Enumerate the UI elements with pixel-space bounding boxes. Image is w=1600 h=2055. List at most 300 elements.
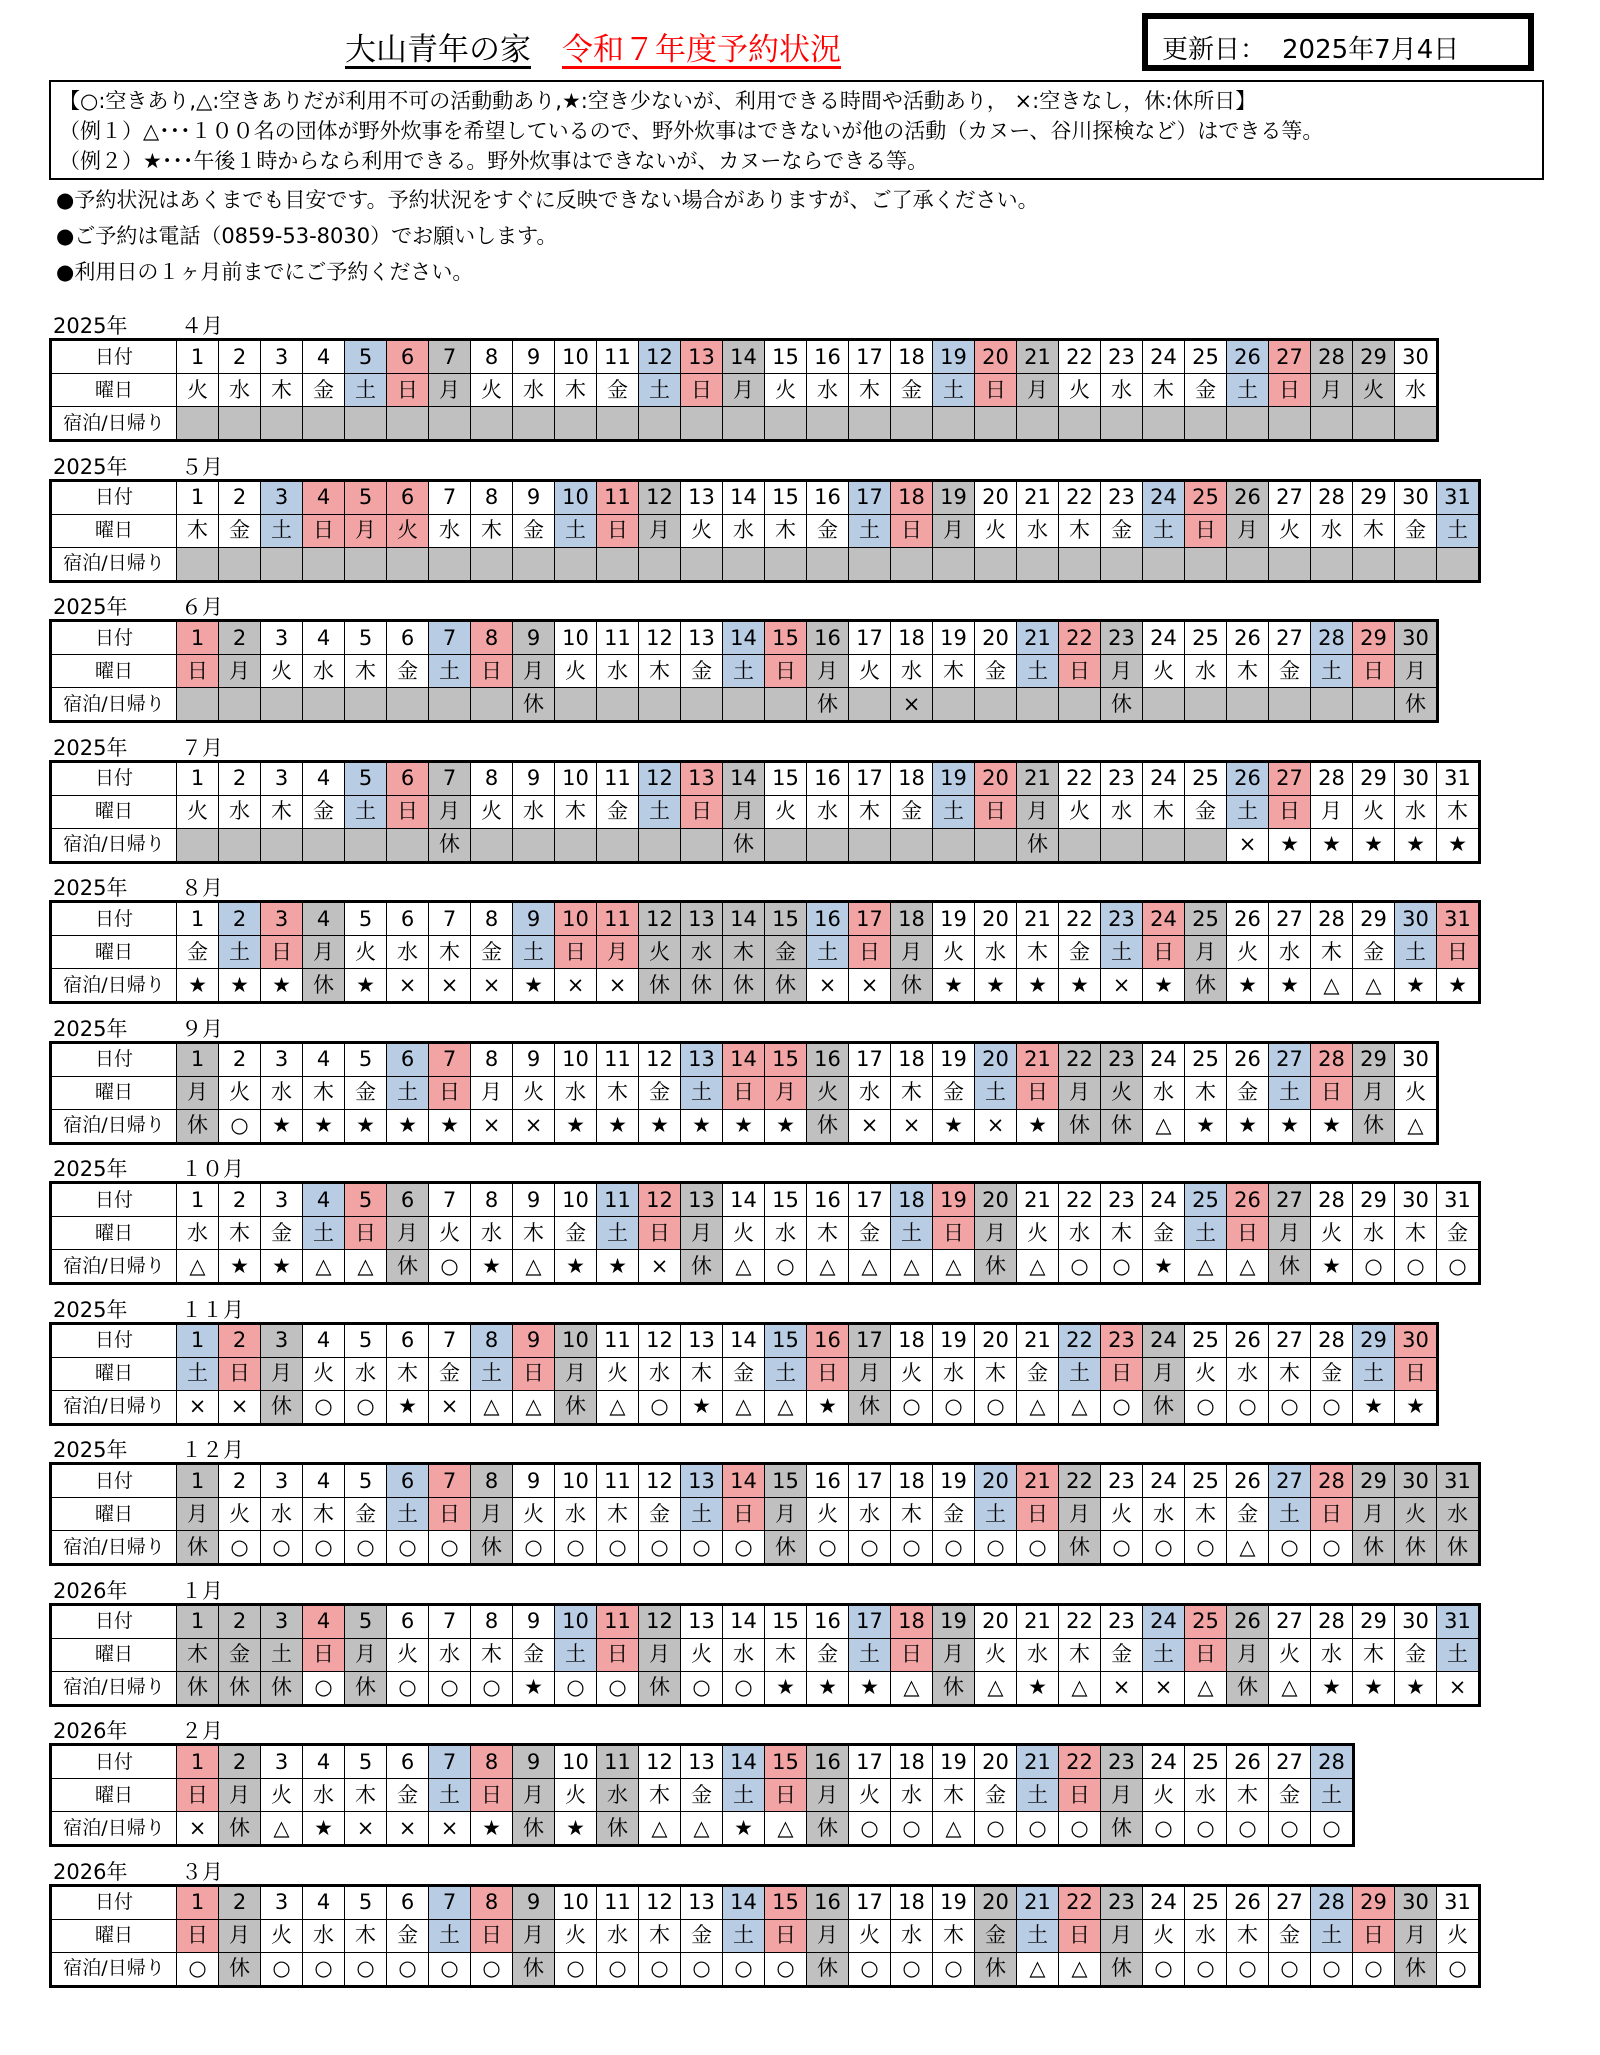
row-label: 日付 — [51, 1042, 177, 1076]
date-cell: 22 — [1059, 1745, 1101, 1779]
status-cell: ○ — [471, 1671, 513, 1705]
weekday-cell: 水 — [723, 514, 765, 547]
date-cell: 1 — [177, 1323, 219, 1357]
weekday-cell: 金 — [597, 374, 639, 407]
weekday-cell: 金 — [1017, 1357, 1059, 1390]
status-cell: 休 — [681, 1250, 723, 1284]
status-cell: ○ — [849, 1812, 891, 1846]
weekday-cell: 土 — [387, 1076, 429, 1109]
status-cell: ★ — [429, 1109, 471, 1143]
date-cell: 14 — [723, 340, 765, 374]
status-cell: ○ — [723, 1952, 765, 1986]
status-cell: ★ — [261, 969, 303, 1003]
weekday-cell: 火 — [1143, 1779, 1185, 1812]
row-label: 曜日 — [51, 1217, 177, 1250]
weekday-cell: 木 — [807, 1217, 849, 1250]
date-cell: 17 — [849, 1604, 891, 1638]
status-cell: × — [807, 969, 849, 1003]
date-cell: 11 — [597, 1042, 639, 1076]
date-cell: 21 — [1017, 1042, 1059, 1076]
status-cell: △ — [1017, 1250, 1059, 1284]
weekday-cell: 日 — [1059, 1919, 1101, 1952]
row-label: 宿泊/日帰り — [51, 828, 177, 862]
weekday-cell: 木 — [345, 655, 387, 688]
weekday-cell: 日 — [1395, 1357, 1438, 1390]
status-cell — [1227, 407, 1269, 441]
weekday-cell: 月 — [471, 1076, 513, 1109]
weekday-cell: 土 — [1437, 514, 1480, 547]
date-cell: 12 — [639, 1604, 681, 1638]
weekday-cell: 日 — [1353, 655, 1395, 688]
status-cell: ○ — [1227, 1952, 1269, 1986]
status-cell: × — [177, 1390, 219, 1424]
date-cell: 5 — [345, 1464, 387, 1498]
status-cell: ★ — [303, 1812, 345, 1846]
weekday-cell: 土 — [1269, 1076, 1311, 1109]
weekday-cell: 水 — [681, 936, 723, 969]
status-cell: ○ — [1227, 1812, 1269, 1846]
date-cell: 21 — [1017, 761, 1059, 795]
status-cell: ○ — [639, 1390, 681, 1424]
status-cell: ★ — [1269, 828, 1311, 862]
status-cell — [345, 547, 387, 581]
status-cell — [219, 407, 261, 441]
date-cell: 9 — [513, 1183, 555, 1217]
weekday-cell: 火 — [219, 1498, 261, 1531]
status-cell: ★ — [1227, 1109, 1269, 1143]
date-cell: 11 — [597, 1604, 639, 1638]
month-name: ６月 — [181, 595, 223, 619]
status-cell: △ — [177, 1250, 219, 1284]
weekday-cell: 木 — [1353, 1638, 1395, 1671]
weekday-cell: 金 — [681, 655, 723, 688]
status-cell: ★ — [471, 1250, 513, 1284]
status-cell: △ — [639, 1812, 681, 1846]
status-cell — [177, 547, 219, 581]
status-cell: × — [177, 1812, 219, 1846]
weekday-cell: 金 — [177, 936, 219, 969]
date-cell: 12 — [639, 1323, 681, 1357]
status-row — [51, 1390, 1438, 1424]
weekday-cell: 金 — [1185, 795, 1227, 828]
weekday-cell: 木 — [471, 1638, 513, 1671]
weekday-cell: 木 — [597, 1076, 639, 1109]
weekday-cell: 木 — [1059, 514, 1101, 547]
status-cell: ○ — [891, 1390, 933, 1424]
date-cell: 8 — [471, 1604, 513, 1638]
date-cell: 25 — [1185, 1885, 1227, 1919]
date-cell: 6 — [387, 480, 429, 514]
date-cell: 27 — [1269, 902, 1311, 936]
month-label — [53, 1856, 223, 1886]
status-cell — [597, 407, 639, 441]
status-cell — [555, 828, 597, 862]
status-cell — [429, 407, 471, 441]
weekday-cell: 金 — [1227, 1498, 1269, 1531]
date-cell: 22 — [1059, 1323, 1101, 1357]
weekday-cell: 金 — [807, 514, 849, 547]
date-cell: 28 — [1311, 1885, 1353, 1919]
date-cell: 10 — [555, 1745, 597, 1779]
status-cell: × — [513, 1109, 555, 1143]
weekday-cell: 日 — [555, 936, 597, 969]
month-year: 2025年 — [53, 454, 128, 479]
date-cell: 18 — [891, 1042, 933, 1076]
weekday-cell: 日 — [303, 514, 345, 547]
date-cell: 18 — [891, 340, 933, 374]
date-cell: 10 — [555, 1042, 597, 1076]
weekday-cell: 月 — [219, 1779, 261, 1812]
status-cell: × — [849, 1109, 891, 1143]
weekday-cell: 金 — [1101, 514, 1143, 547]
status-cell — [177, 688, 219, 722]
status-cell: ★ — [1353, 1390, 1395, 1424]
weekday-cell: 木 — [891, 1498, 933, 1531]
status-cell — [1059, 547, 1101, 581]
status-cell: ○ — [723, 1671, 765, 1705]
status-cell: 休 — [597, 1812, 639, 1846]
date-cell: 29 — [1353, 1183, 1395, 1217]
date-cell: 15 — [765, 902, 807, 936]
status-cell — [723, 688, 765, 722]
weekday-cell: 火 — [807, 1076, 849, 1109]
weekday-cell: 水 — [555, 1498, 597, 1531]
date-cell: 27 — [1269, 480, 1311, 514]
month-label — [53, 732, 223, 762]
weekday-cell: 土 — [1269, 1498, 1311, 1531]
date-cell: 24 — [1143, 1183, 1185, 1217]
date-cell: 8 — [471, 1745, 513, 1779]
date-cell: 19 — [933, 1745, 975, 1779]
status-cell: × — [1101, 969, 1143, 1003]
status-cell: ○ — [975, 1812, 1017, 1846]
date-cell: 17 — [849, 621, 891, 655]
status-cell: ★ — [219, 969, 261, 1003]
weekday-cell: 日 — [177, 1779, 219, 1812]
weekday-cell: 火 — [1143, 655, 1185, 688]
date-cell: 28 — [1311, 1183, 1353, 1217]
weekday-cell: 月 — [807, 1919, 849, 1952]
date-cell: 9 — [513, 1042, 555, 1076]
date-cell: 9 — [513, 621, 555, 655]
weekday-cell: 木 — [219, 1217, 261, 1250]
date-cell: 10 — [555, 761, 597, 795]
status-cell: 休 — [513, 688, 555, 722]
weekday-cell: 金 — [1269, 1919, 1311, 1952]
status-cell: 休 — [219, 1671, 261, 1705]
date-cell: 3 — [261, 1885, 303, 1919]
weekday-cell: 月 — [555, 1357, 597, 1390]
status-cell: 休 — [1101, 1952, 1143, 1986]
date-cell: 13 — [681, 761, 723, 795]
weekday-cell: 土 — [681, 1498, 723, 1531]
status-cell: ★ — [597, 1109, 639, 1143]
date-cell: 6 — [387, 340, 429, 374]
status-cell: × — [1101, 1671, 1143, 1705]
status-cell — [219, 688, 261, 722]
status-cell: 休 — [513, 1952, 555, 1986]
status-cell: 休 — [1059, 1109, 1101, 1143]
status-cell — [1269, 547, 1311, 581]
weekday-row — [51, 936, 1480, 969]
weekday-cell: 日 — [261, 936, 303, 969]
date-cell: 31 — [1437, 1885, 1480, 1919]
date-cell: 15 — [765, 1464, 807, 1498]
weekday-cell: 土 — [1437, 1638, 1480, 1671]
date-cell: 20 — [975, 340, 1017, 374]
weekday-cell: 木 — [471, 514, 513, 547]
status-cell: ★ — [555, 1109, 597, 1143]
status-cell: ★ — [513, 1671, 555, 1705]
date-cell: 24 — [1143, 340, 1185, 374]
status-cell — [303, 828, 345, 862]
status-cell — [1185, 547, 1227, 581]
date-cell: 15 — [765, 1183, 807, 1217]
date-cell: 2 — [219, 1464, 261, 1498]
weekday-cell: 土 — [681, 1076, 723, 1109]
date-cell: 24 — [1143, 1604, 1185, 1638]
date-cell: 18 — [891, 1885, 933, 1919]
weekday-cell: 月 — [1017, 374, 1059, 407]
weekday-cell: 日 — [387, 374, 429, 407]
status-cell — [681, 547, 723, 581]
weekday-cell: 月 — [513, 1779, 555, 1812]
date-cell: 1 — [177, 1042, 219, 1076]
date-cell: 18 — [891, 761, 933, 795]
status-cell: ★ — [597, 1250, 639, 1284]
weekday-cell: 火 — [219, 1076, 261, 1109]
month-name: ７月 — [181, 735, 223, 760]
weekday-cell: 金 — [1311, 1357, 1353, 1390]
weekday-cell: 水 — [891, 1919, 933, 1952]
date-cell: 4 — [303, 621, 345, 655]
status-cell: ★ — [261, 1109, 303, 1143]
status-cell: ○ — [303, 1671, 345, 1705]
date-cell: 30 — [1395, 1885, 1437, 1919]
weekday-cell: 水 — [1101, 374, 1143, 407]
weekday-cell: 土 — [1185, 1217, 1227, 1250]
date-cell: 20 — [975, 1604, 1017, 1638]
date-cell: 3 — [261, 340, 303, 374]
status-cell: ○ — [597, 1671, 639, 1705]
weekday-cell: 火 — [765, 795, 807, 828]
weekday-cell: 土 — [975, 1498, 1017, 1531]
weekday-cell: 火 — [261, 1779, 303, 1812]
date-cell: 12 — [639, 480, 681, 514]
weekday-cell: 火 — [177, 795, 219, 828]
row-label: 日付 — [51, 480, 177, 514]
month-label — [53, 591, 223, 621]
date-cell: 12 — [639, 1885, 681, 1919]
status-cell: × — [219, 1390, 261, 1424]
month-name: １月 — [181, 1578, 223, 1603]
status-cell: 休 — [1269, 1250, 1311, 1284]
date-cell: 16 — [807, 1604, 849, 1638]
weekday-cell: 木 — [849, 374, 891, 407]
date-cell: 17 — [849, 902, 891, 936]
status-cell — [849, 547, 891, 581]
month-year: 2026年 — [53, 1578, 128, 1603]
weekday-cell: 月 — [723, 374, 765, 407]
weekday-cell: 土 — [1017, 655, 1059, 688]
status-cell — [639, 407, 681, 441]
weekday-cell: 木 — [597, 1498, 639, 1531]
status-cell: × — [975, 1109, 1017, 1143]
status-cell: ○ — [345, 1390, 387, 1424]
month-label — [53, 451, 223, 481]
status-cell: 休 — [513, 1812, 555, 1846]
date-cell: 19 — [933, 1183, 975, 1217]
status-cell — [303, 547, 345, 581]
status-cell: ○ — [219, 1531, 261, 1565]
status-cell: ○ — [1269, 1812, 1311, 1846]
weekday-cell: 木 — [555, 795, 597, 828]
weekday-cell: 土 — [933, 374, 975, 407]
weekday-cell: 木 — [933, 655, 975, 688]
date-cell: 29 — [1353, 1885, 1395, 1919]
status-cell: ○ — [1311, 1952, 1353, 1986]
weekday-row — [51, 795, 1480, 828]
weekday-cell: 土 — [1227, 374, 1269, 407]
weekday-cell: 土 — [345, 795, 387, 828]
status-cell: 休 — [1353, 1109, 1395, 1143]
date-cell: 29 — [1353, 340, 1395, 374]
date-cell: 25 — [1185, 761, 1227, 795]
weekday-cell: 火 — [1311, 1217, 1353, 1250]
status-cell: × — [471, 969, 513, 1003]
status-cell — [975, 688, 1017, 722]
date-cell: 14 — [723, 621, 765, 655]
weekday-cell: 土 — [219, 936, 261, 969]
status-cell: ○ — [597, 1952, 639, 1986]
date-cell: 13 — [681, 902, 723, 936]
status-cell — [1143, 407, 1185, 441]
weekday-cell: 金 — [1269, 1779, 1311, 1812]
weekday-cell: 木 — [1143, 374, 1185, 407]
weekday-cell: 月 — [1227, 514, 1269, 547]
date-cell: 30 — [1395, 621, 1438, 655]
update-label: 更新日： — [1162, 35, 1267, 65]
weekday-cell: 火 — [1185, 1357, 1227, 1390]
date-cell: 8 — [471, 761, 513, 795]
status-cell: ★ — [849, 1671, 891, 1705]
weekday-cell: 金 — [849, 1217, 891, 1250]
date-cell: 1 — [177, 340, 219, 374]
status-cell — [891, 828, 933, 862]
status-cell: ○ — [429, 1250, 471, 1284]
date-cell: 26 — [1227, 902, 1269, 936]
date-cell: 31 — [1437, 1183, 1480, 1217]
date-cell: 2 — [219, 621, 261, 655]
weekday-cell: 土 — [429, 1919, 471, 1952]
weekday-cell: 火 — [1101, 1076, 1143, 1109]
status-cell — [933, 407, 975, 441]
weekday-cell: 水 — [387, 936, 429, 969]
date-row — [51, 1604, 1480, 1638]
row-label: 宿泊/日帰り — [51, 1250, 177, 1284]
weekday-cell: 日 — [177, 1919, 219, 1952]
weekday-cell: 日 — [891, 1638, 933, 1671]
weekday-cell: 水 — [513, 374, 555, 407]
weekday-cell: 月 — [723, 795, 765, 828]
date-cell: 24 — [1143, 621, 1185, 655]
status-cell: △ — [1185, 1671, 1227, 1705]
weekday-cell: 月 — [1269, 1217, 1311, 1250]
status-cell: 休 — [1437, 1531, 1480, 1565]
weekday-cell: 木 — [555, 374, 597, 407]
status-cell: ○ — [1185, 1390, 1227, 1424]
weekday-cell: 金 — [891, 795, 933, 828]
row-label: 曜日 — [51, 1638, 177, 1671]
status-cell: ★ — [639, 1109, 681, 1143]
row-label: 宿泊/日帰り — [51, 407, 177, 441]
date-cell: 22 — [1059, 1604, 1101, 1638]
weekday-cell: 火 — [1059, 795, 1101, 828]
status-cell: ○ — [681, 1952, 723, 1986]
date-cell: 14 — [723, 1183, 765, 1217]
weekday-cell: 日 — [1143, 936, 1185, 969]
date-cell: 21 — [1017, 1464, 1059, 1498]
weekday-cell: 月 — [345, 514, 387, 547]
status-cell — [1143, 688, 1185, 722]
status-cell — [807, 547, 849, 581]
weekday-cell: 日 — [975, 374, 1017, 407]
status-cell: 休 — [765, 969, 807, 1003]
date-cell: 14 — [723, 1885, 765, 1919]
status-cell — [1017, 547, 1059, 581]
weekday-cell: 木 — [1227, 655, 1269, 688]
date-cell: 27 — [1269, 621, 1311, 655]
date-cell: 28 — [1311, 1745, 1354, 1779]
status-cell: 休 — [1101, 688, 1143, 722]
weekday-cell: 木 — [1269, 1357, 1311, 1390]
status-cell: ○ — [1017, 1531, 1059, 1565]
date-cell: 16 — [807, 340, 849, 374]
date-cell: 19 — [933, 480, 975, 514]
status-cell: ○ — [597, 1531, 639, 1565]
weekday-cell: 土 — [471, 1357, 513, 1390]
date-row — [51, 902, 1480, 936]
date-cell: 23 — [1101, 1464, 1143, 1498]
month-name: １２月 — [181, 1438, 244, 1462]
weekday-cell: 土 — [891, 1217, 933, 1250]
weekday-cell: 金 — [933, 1076, 975, 1109]
status-cell: ○ — [1101, 1531, 1143, 1565]
date-cell: 22 — [1059, 621, 1101, 655]
date-cell: 27 — [1269, 1323, 1311, 1357]
date-cell: 16 — [807, 621, 849, 655]
status-cell: 休 — [429, 828, 471, 862]
weekday-cell: 火 — [513, 1076, 555, 1109]
weekday-cell: 木 — [303, 1076, 345, 1109]
status-cell — [975, 828, 1017, 862]
date-cell: 4 — [303, 1042, 345, 1076]
status-cell: △ — [471, 1390, 513, 1424]
status-cell: ★ — [387, 1390, 429, 1424]
date-cell: 11 — [597, 1464, 639, 1498]
status-cell: 休 — [261, 1671, 303, 1705]
weekday-cell: 月 — [681, 1217, 723, 1250]
status-cell: 休 — [849, 1390, 891, 1424]
date-cell: 11 — [597, 621, 639, 655]
weekday-cell: 木 — [1185, 1076, 1227, 1109]
status-cell — [261, 688, 303, 722]
legend-line: 【○:空きあり,△:空きありだが利用不可の活動動あり,★:空き少ないが、利用できる時間や活動あり， ×:空きなし，休:休所日】 — [59, 89, 1257, 113]
weekday-cell: 月 — [177, 1076, 219, 1109]
weekday-cell: 日 — [471, 655, 513, 688]
weekday-cell: 水 — [303, 1779, 345, 1812]
date-cell: 2 — [219, 1604, 261, 1638]
